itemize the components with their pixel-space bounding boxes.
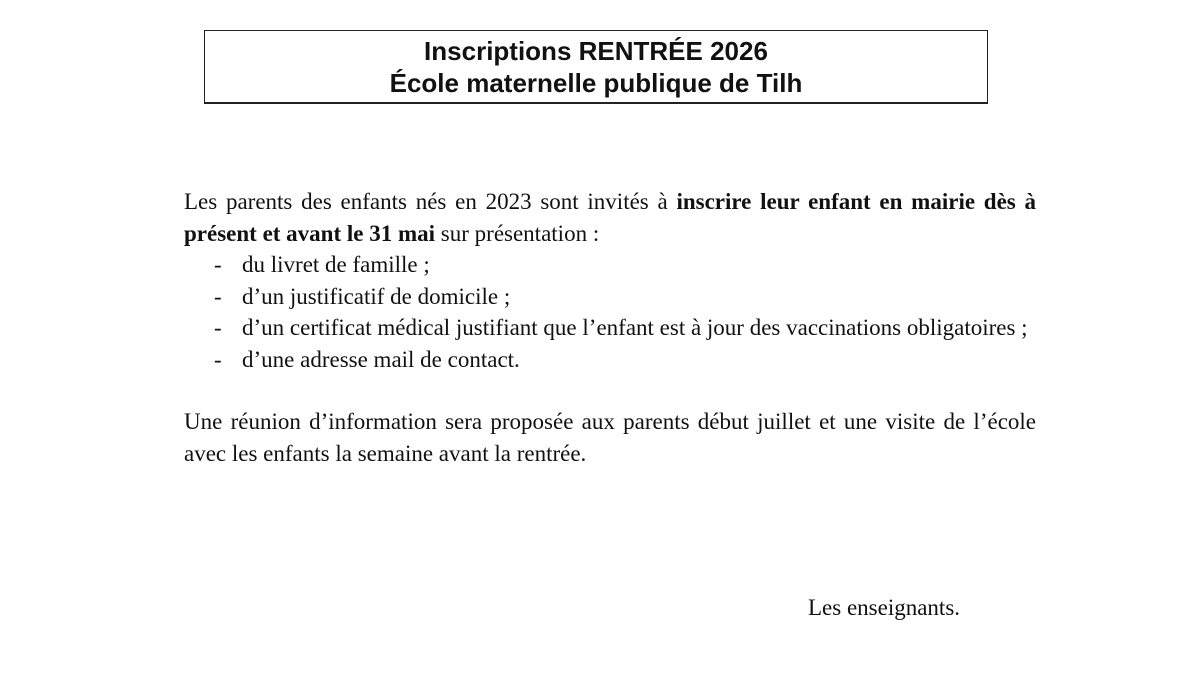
list-item bbox=[184, 344, 1036, 376]
intro-bold-text: inscrire leur enfant en mairie dès à présent et avant le 31 mai bbox=[184, 189, 1036, 246]
dash-bullet: - bbox=[214, 252, 222, 277]
list-item-text: d’un justificatif de domicile ; bbox=[242, 283, 511, 309]
notice-body bbox=[184, 186, 1036, 469]
dash-bullet: - bbox=[214, 346, 222, 372]
list-item-text: du livret de famille ; bbox=[242, 252, 430, 277]
signature: Les enseignants. bbox=[808, 595, 961, 620]
title-line-1: Inscriptions RENTRÉE 2026 bbox=[424, 35, 768, 66]
intro-paragraph bbox=[184, 186, 1036, 249]
title-box bbox=[204, 30, 988, 104]
intro-text-start: Les parents des enfants nés en 2023 sont invités à bbox=[184, 189, 677, 214]
info-paragraph: Une réunion d’information sera proposée aux parents début juillet et une visite de l’école avec les enfants la semaine avant la rentrée. bbox=[184, 409, 1036, 466]
title-line-2: École maternelle publique de Tilh bbox=[389, 67, 803, 98]
list-item bbox=[184, 249, 1036, 281]
list-item bbox=[184, 281, 1036, 313]
list-item bbox=[184, 312, 1036, 344]
intro-text-end: sur présentation : bbox=[435, 220, 600, 246]
list-item-text: d’un certificat médical justifiant que l’enfant est à jour des vaccinations obligatoires ; bbox=[242, 315, 1028, 340]
list-item-text: d’une adresse mail de contact. bbox=[242, 346, 520, 372]
dash-bullet: - bbox=[214, 283, 222, 309]
required-documents-list bbox=[184, 249, 1036, 375]
dash-bullet: - bbox=[214, 315, 222, 340]
